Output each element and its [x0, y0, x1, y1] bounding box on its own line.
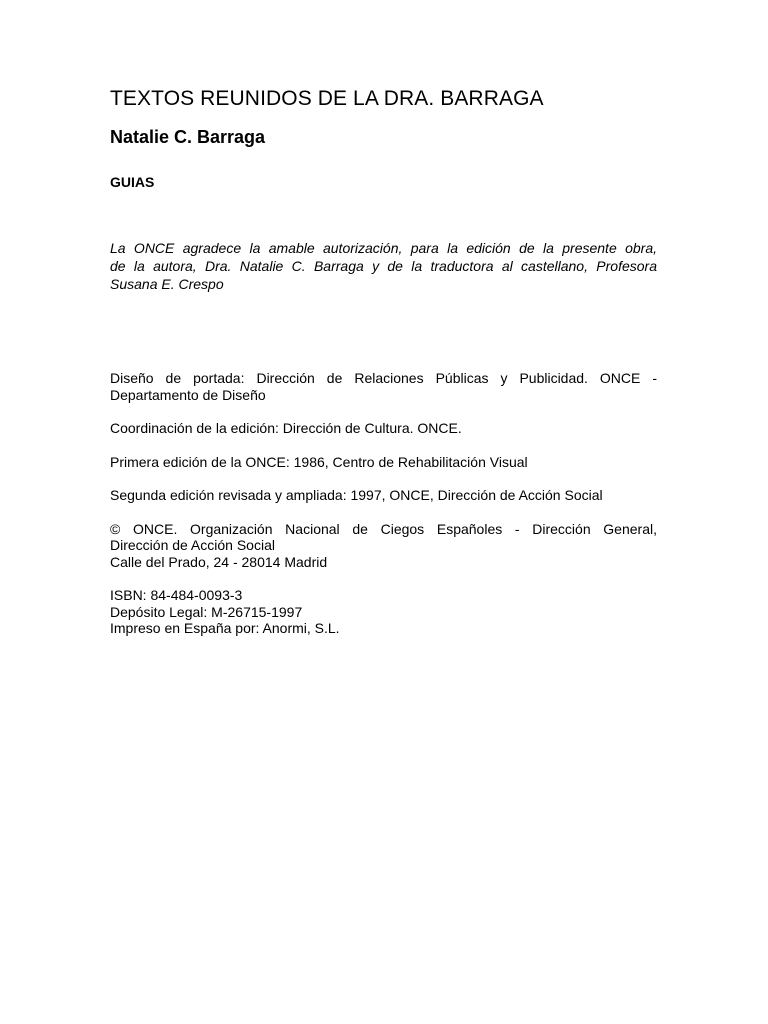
section-heading: GUIAS [110, 174, 155, 190]
acknowledgement-line: Susana E. Crespo [110, 276, 224, 292]
document-title: TEXTOS REUNIDOS DE LA DRA. BARRAGA [110, 87, 544, 110]
cover-design-line: Departamento de Diseño [110, 386, 266, 403]
cover-design-line: Diseño de portada: Dirección de Relaciones Públicas y Publicidad. ONCE - [110, 370, 657, 386]
coordination-credit: Coordinación de la edición: Dirección de Cultura. ONCE. [110, 420, 462, 436]
credits-block [110, 370, 657, 637]
copyright-line: Dirección de Acción Social [110, 537, 275, 553]
copyright-line: © ONCE. Organización Nacional de Ciegos Españoles - Dirección General, [110, 520, 657, 537]
document-page [110, 86, 657, 654]
isbn-line: ISBN: 84-484-0093-3 [110, 587, 243, 603]
second-edition-credit: Segunda edición revisada y ampliada: 1997, ONCE, Dirección de Acción Social [110, 487, 603, 503]
acknowledgement-line: La ONCE agradece la amable autorización, para la edición de la presente obra, [110, 240, 657, 256]
acknowledgement-paragraph [110, 239, 657, 293]
publication-info [110, 587, 657, 637]
first-edition-credit: Primera edición de la ONCE: 1986, Centro de Rehabilitación Visual [110, 453, 528, 470]
copyright-credit [110, 521, 657, 571]
legal-deposit-line: Depósito Legal: M-26715-1997 [110, 603, 303, 620]
author-name: Natalie C. Barraga [110, 127, 266, 147]
acknowledgement-line: de la autora, Dra. Natalie C. Barraga y de la traductora al castellano, Profesora [110, 258, 657, 274]
address-line: Calle del Prado, 24 - 28014 Madrid [110, 553, 328, 570]
printer-line: Impreso en España por: Anormi, S.L. [110, 620, 340, 636]
cover-design-credit [110, 370, 657, 403]
